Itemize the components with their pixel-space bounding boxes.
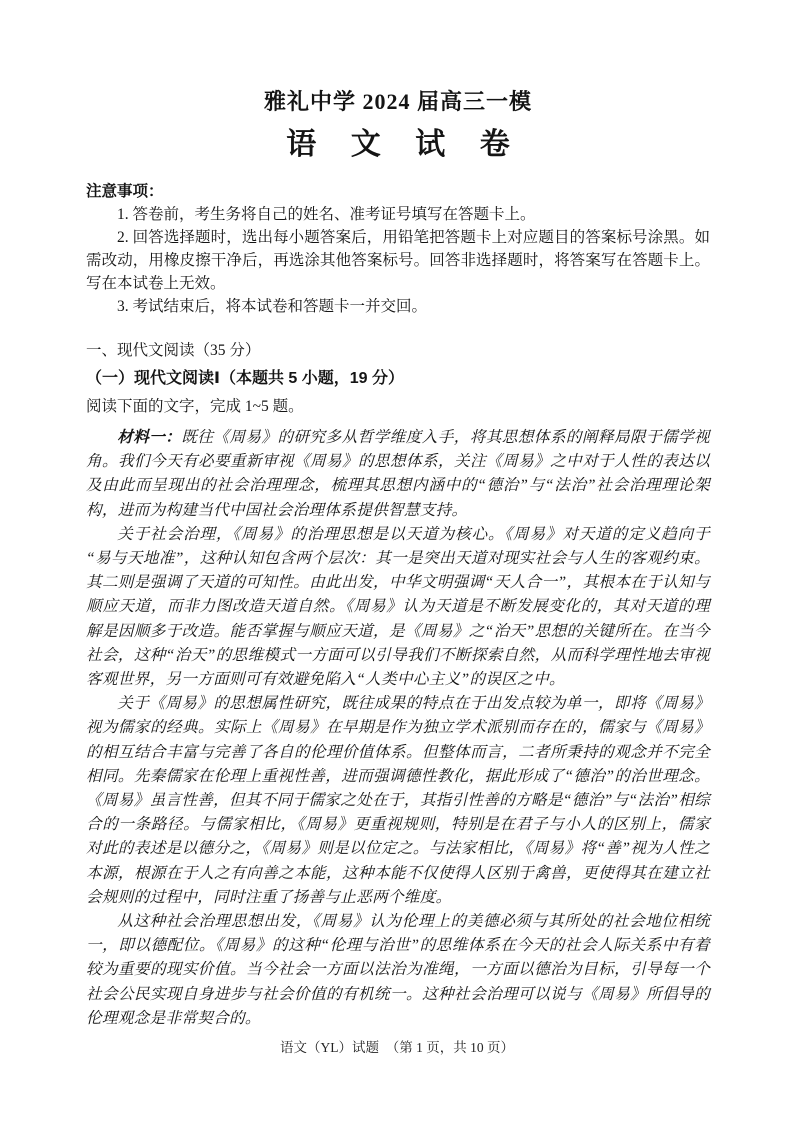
school-title: 雅礼中学 2024 届高三一模 — [263, 89, 532, 114]
subsection-heading: （一）现代文阅读Ⅰ（本题共 5 小题，19 分） — [86, 370, 404, 387]
material-paragraph-3: 关于《周易》的思想属性研究，既往成果的特点在于出发点较为单一，即将《周易》视为儒家的经典。实际上《周易》在早期是作为独立学术派别而存在的，儒家与《周易》的相互结合丰富与完善了各自的伦理价值体系。但整体而言，二者所秉持的观念并不完全相同。先秦儒家在伦理上重视性善，进而强调德性教化，据此形成了“德治”的治世理念。《周易》虽言性善，但其不同于儒家之处在于，其指引性善的方略是“德治”与“法治”相综合的一条路径。与儒家相比，《周易》更重视规则，特别是在君子与小人的区别上，儒家对此的表述是以德分之，《周易》则是以位定之。与法家相比，《周易》将“善”视为人性之本源，根源在于人之有向善之本能，这种本能不仅使得人区别于禽兽，更使得其在建立社会规则的过程中，同时注重了扬善与止恶两个维度。 — [86, 695, 710, 906]
part-heading: 一、现代文阅读（35 分） — [86, 342, 261, 359]
reading-instruction: 阅读下面的文字，完成 1~5 题。 — [86, 398, 304, 415]
material-paragraph-2: 关于社会治理，《周易》的治理思想是以天道为核心。《周易》对天道的定义趋向于“易与天地准”，这种认知包含两个层次：其一是突出天道对现实社会与人生的客观约束。其二则是强调了天道的可知性。由此出发，中华文明强调“天人合一”，其根本在于认知与顺应天道，而非力图改造天道自然。《周易》认为天道是不断发展变化的，其对天道的理解是因顺多于改造。能否掌握与顺应天道，是《周易》之“治天”思想的关键所在。在当今社会，这种“治天”的思维模式一方面可以引导我们不断探索自然，从而科学理性地去审视客观世界，另一方面则可有效避免陷入“人类中心主义”的误区之中。 — [86, 525, 710, 689]
exam-header — [86, 88, 710, 163]
material-one-label: 材料一： — [117, 429, 182, 446]
paper-title: 语 文 试 卷 — [286, 128, 524, 161]
material-paragraph-4: 从这种社会治理思想出发，《周易》认为伦理上的美德必须与其所处的社会地位相统一，即以德配位。《周易》的这种“伦理与治世”的思维体系在今天的社会人际关系中有着较为重要的现实价值。当今社会一方面以法治为准绳，一方面以德治为目标，引导每一个社会公民实现自身进步与社会价值的有机统一。这种社会治理可以说与《周易》所倡导的伦理观念是非常契合的。 — [86, 913, 710, 1027]
notice-item-1: 1. 答卷前，考生务将自己的姓名、准考证号填写在答题卡上。 — [117, 206, 536, 223]
notice-item-2: 2. 回答选择题时，选出每小题答案后，用铅笔把答题卡上对应题目的答案标号涂黑。如需改动，用橡皮擦干净后，再选涂其他答案标号。回答非选择题时，将答案写在答题卡上。写在本试卷上无效。 — [86, 229, 710, 292]
notice-section — [86, 180, 710, 318]
material-paragraph-1-text: 既往《周易》的研究多从哲学维度入手，将其思想体系的阐释局限于儒学视角。我们今天有必要重新审视《周易》的思想体系，关注《周易》之中对于人性的表达以及由此而呈现出的社会治理理念，梳理其思想内涵中的“德治”与“法治”社会治理理论架构，进而为构建当代中国社会治理体系提供智慧支持。 — [86, 429, 710, 519]
reading-section — [86, 339, 710, 1031]
material-paragraph-1 — [86, 426, 710, 523]
notice-item-3: 3. 考试结束后，将本试卷和答题卡一并交回。 — [117, 298, 428, 315]
material-one — [86, 426, 710, 1031]
notice-label: 注意事项： — [86, 183, 164, 200]
page-footer: 语文（YL）试题 （第 1 页，共 10 页） — [280, 1040, 514, 1055]
